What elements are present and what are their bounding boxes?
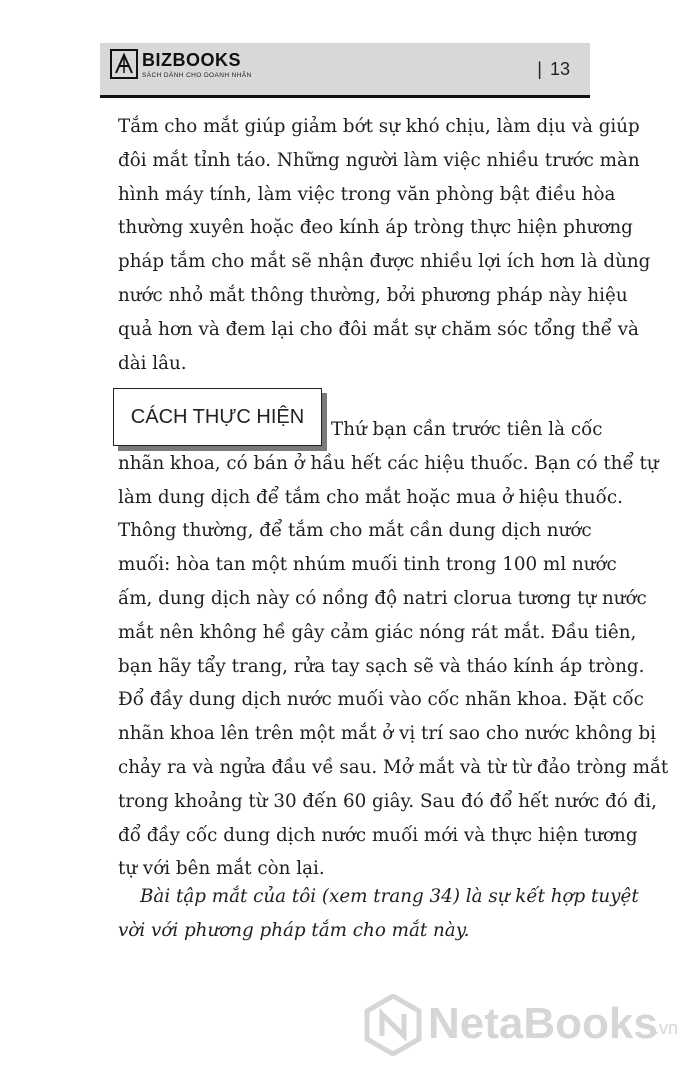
text-line: ấm, dung dịch này có nồng độ natri clorua tương tự nước: [118, 587, 647, 609]
text-line: Đổ đầy dung dịch nước muối vào cốc nhãn khoa. Đặt cốc: [118, 689, 644, 711]
watermark-suffix: .vn: [654, 1018, 679, 1038]
text-line: mắt nên không hề gây cảm giác nóng rát mắt. Đầu tiên,: [118, 621, 637, 643]
text-line: muối: hòa tan một nhúm muối tinh trong 100 ml nước: [118, 554, 617, 576]
logo-tagline: SÁCH DÀNH CHO DOANH NHÂN: [142, 72, 252, 79]
text-line: nhãn khoa, có bán ở hầu hết các hiệu thuốc. Bạn có thể tự: [118, 452, 659, 474]
text-line: làm dung dịch để tắm cho mắt hoặc mua ở hiệu thuốc.: [118, 486, 623, 508]
text-line: nước nhỏ mắt thông thường, bởi phương pháp này hiệu: [118, 284, 628, 306]
text-line: vời với phương pháp tắm cho mắt này.: [118, 919, 470, 941]
logo-text: BIZBOOKS: [142, 50, 242, 70]
text-line: đôi mắt tỉnh táo. Những người làm việc nhiều trước màn: [118, 149, 640, 171]
page-header: [100, 43, 590, 98]
paragraph-intro: [118, 110, 651, 380]
text-line: quả hơn và đem lại cho đôi mắt sự chăm sóc tổng thể và: [118, 318, 639, 340]
text-line: dài lâu.: [118, 352, 187, 374]
text-line: Thông thường, để tắm cho mắt cần dung dịch nước: [118, 520, 592, 542]
page-separator: |: [537, 59, 542, 79]
text-line: Thứ bạn cần trước tiên là cốc: [331, 419, 603, 440]
text-line: trong khoảng từ 30 đến 60 giây. Sau đó đổ hết nước đó đi,: [118, 790, 657, 812]
watermark: [364, 990, 684, 1060]
paragraph-instructions: [118, 413, 669, 886]
text-line: Bài tập mắt của tôi (xem trang 34) là sự kết hợp tuyệt: [140, 886, 639, 907]
paragraph-note: [118, 880, 639, 948]
text-line: nhãn khoa lên trên một mắt ở vị trí sao cho nước không bị: [118, 723, 657, 745]
text-line: tự với bên mắt còn lại.: [118, 858, 325, 880]
text-line: Tắm cho mắt giúp giảm bớt sự khó chịu, làm dịu và giúp: [118, 116, 640, 137]
text-line: đổ đầy cốc dung dịch nước muối mới và thực hiện tương: [118, 824, 638, 846]
text-line: chảy ra và ngửa đầu về sau. Mở mắt và từ từ đảo tròng mắt: [118, 756, 669, 778]
netabooks-logo-icon: [364, 994, 422, 1056]
text-line: pháp tắm cho mắt sẽ nhận được nhiều lợi ích hơn là dùng: [118, 251, 651, 273]
text-line: hình máy tính, làm việc trong văn phòng bật điều hòa: [118, 183, 616, 205]
bizbooks-logo-icon: [110, 49, 138, 79]
text-line: thường xuyên hoặc đeo kính áp tròng thực hiện phương: [118, 217, 633, 239]
section-heading: CÁCH THỰC HIỆN: [130, 406, 305, 428]
watermark-brand: NetaBooks: [428, 999, 658, 1048]
page-number: 13: [549, 59, 570, 79]
text-line: bạn hãy tẩy trang, rửa tay sạch sẽ và tháo kính áp tròng.: [118, 655, 645, 677]
page-number-label: [537, 59, 570, 79]
